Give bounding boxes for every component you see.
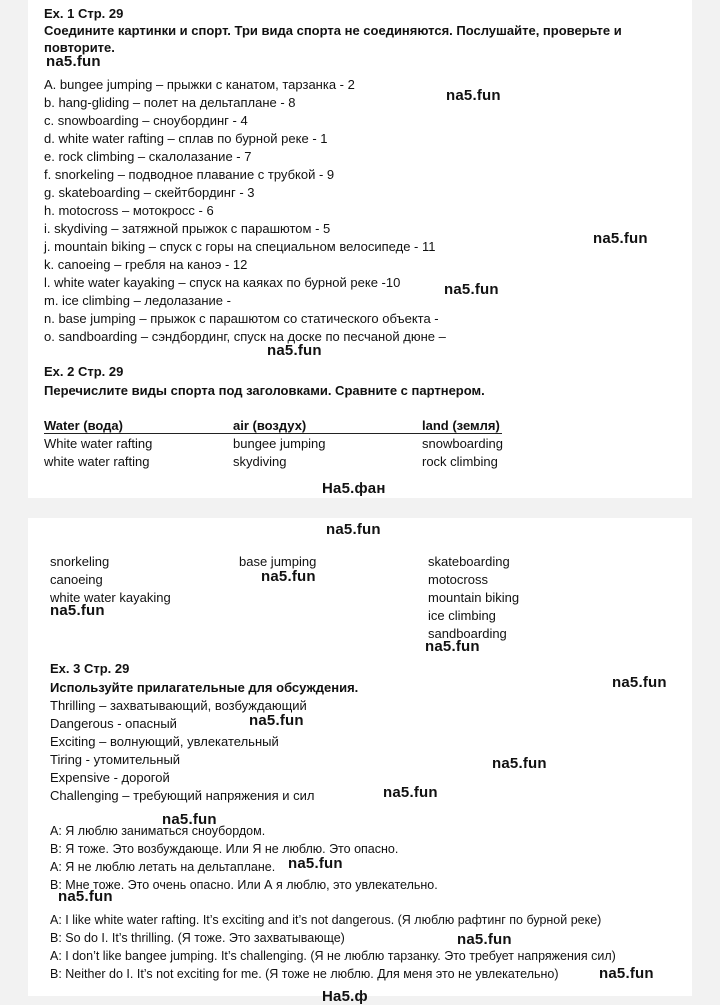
ex3-adjective: Expensive - дорогой bbox=[50, 770, 170, 785]
watermark: na5.fun bbox=[612, 674, 667, 691]
ex2-col-air-header: air (воздух) bbox=[233, 418, 307, 433]
watermark: na5.fun bbox=[593, 230, 648, 247]
ex1-item: h. motocross – мотокросс - 6 bbox=[44, 203, 214, 218]
page-sheet-1 bbox=[28, 0, 692, 498]
ex3-dialogue-en-line: B: So do I. It’s thrilling. (Я тоже. Это захватывающе) bbox=[50, 931, 345, 945]
watermark: na5.fun bbox=[249, 712, 304, 729]
watermark: na5.fun bbox=[267, 342, 322, 359]
ex2-water-item: white water rafting bbox=[44, 454, 150, 469]
ex2-land-item: skateboarding bbox=[428, 554, 510, 569]
ex2-land-item: snowboarding bbox=[422, 436, 503, 451]
ex3-dialogue-ru-line: B: Мне тоже. Это очень опасно. Или А я люблю, это увлекательно. bbox=[50, 878, 438, 892]
ex2-col-land-header: land (земля) bbox=[422, 418, 500, 433]
ex1-item: g. skateboarding – скейтбординг - 3 bbox=[44, 185, 255, 200]
ex2-water-item: white water kayaking bbox=[50, 590, 171, 605]
watermark: na5.fun bbox=[261, 568, 316, 585]
ex1-item: c. snowboarding – сноубординг - 4 bbox=[44, 113, 248, 128]
ex1-item: f. snorkeling – подводное плавание с трубкой - 9 bbox=[44, 167, 335, 182]
ex1-item: o. sandboarding – сэндбординг, спуск на доске по песчаной дюне – bbox=[44, 329, 446, 344]
ex3-adjective: Tiring - утомительный bbox=[50, 752, 181, 767]
ex2-land-item: motocross bbox=[428, 572, 488, 587]
ex3-dialogue-en-line: B: Neither do I. It’s not exciting for me. (Я тоже не люблю. Для меня это не увлекательно) bbox=[50, 967, 559, 981]
ex1-item: m. ice climbing – ледолазание - bbox=[44, 293, 231, 308]
ex3-instruction: Используйте прилагательные для обсуждения. bbox=[50, 680, 359, 695]
ex2-air-item: skydiving bbox=[233, 454, 287, 469]
ex3-header: Ex. 3 Стр. 29 bbox=[50, 661, 130, 676]
ex3-dialogue-en-line: A: I don’t like bangee jumping. It’s challenging. (Я не люблю тарзанку. Это требует напряжения сил) bbox=[50, 949, 616, 963]
ex3-adjective: Challenging – требующий напряжения и сил bbox=[50, 788, 315, 803]
ex1-instruction-line1: Соедините картинки и спорт. Три вида спорта не соединяются. Послушайте, проверьте и bbox=[44, 23, 622, 38]
watermark: na5.fun bbox=[58, 888, 113, 905]
watermark: na5.fun bbox=[457, 931, 512, 948]
ex2-col-water-header: Water (вода) bbox=[44, 418, 123, 433]
watermark: na5.fun bbox=[492, 755, 547, 772]
watermark: На5.ф bbox=[322, 988, 368, 1005]
ex3-dialogue-en-line: A: I like white water rafting. It’s exciting and it’s not dangerous. (Я люблю рафтинг по бурной реке) bbox=[50, 913, 602, 927]
ex2-land-item: ice climbing bbox=[428, 608, 496, 623]
watermark: na5.fun bbox=[599, 965, 654, 982]
ex3-dialogue-ru-line: A: Я не люблю летать на дельтаплане. bbox=[50, 860, 276, 874]
page-sheet-2 bbox=[28, 518, 692, 996]
ex2-air-item: base jumping bbox=[239, 554, 317, 569]
ex2-air-item: bungee jumping bbox=[233, 436, 326, 451]
watermark: na5.fun bbox=[446, 87, 501, 104]
watermark: na5.fun bbox=[326, 521, 381, 538]
ex2-water-item: canoeing bbox=[50, 572, 103, 587]
watermark: na5.fun bbox=[50, 602, 105, 619]
ex2-instruction: Перечислите виды спорта под заголовками. Сравните с партнером. bbox=[44, 383, 485, 398]
ex2-land-item: rock climbing bbox=[422, 454, 498, 469]
ex3-adjective: Dangerous - опасный bbox=[50, 716, 177, 731]
ex1-item: j. mountain biking – спуск с горы на специальном велосипеде - 11 bbox=[44, 239, 436, 254]
ex2-header: Ex. 2 Стр. 29 bbox=[44, 364, 124, 379]
ex1-item: l. white water kayaking – спуск на каяках по бурной реке -10 bbox=[44, 275, 401, 290]
ex1-item: e. rock climbing – скалолазание - 7 bbox=[44, 149, 252, 164]
watermark: na5.fun bbox=[46, 53, 101, 70]
ex2-water-item: White water rafting bbox=[44, 436, 153, 451]
ex2-water-item: snorkeling bbox=[50, 554, 110, 569]
watermark: na5.fun bbox=[288, 855, 343, 872]
ex1-item: d. white water rafting – сплав по бурной реке - 1 bbox=[44, 131, 328, 146]
ex3-adjective: Thrilling – захватывающий, возбуждающий bbox=[50, 698, 307, 713]
ex2-header-rule bbox=[44, 433, 502, 434]
ex3-dialogue-ru-line: A: Я люблю заниматься сноубордом. bbox=[50, 824, 266, 838]
ex1-item: b. hang-gliding – полет на дельтаплане - 8 bbox=[44, 95, 296, 110]
ex1-item: n. base jumping – прыжок с парашютом со статического объекта - bbox=[44, 311, 439, 326]
watermark: na5.fun bbox=[425, 638, 480, 655]
watermark: na5.fun bbox=[162, 811, 217, 828]
ex3-dialogue-ru-line: B: Я тоже. Это возбуждающе. Или Я не люблю. Это опасно. bbox=[50, 842, 399, 856]
ex1-instruction-line2: повторите. bbox=[44, 40, 115, 55]
ex1-item: k. canoeing – гребля на каноэ - 12 bbox=[44, 257, 248, 272]
watermark: На5.фан bbox=[322, 480, 386, 497]
ex3-adjective: Exciting – волнующий, увлекательный bbox=[50, 734, 279, 749]
ex2-land-item: sandboarding bbox=[428, 626, 507, 641]
watermark: na5.fun bbox=[444, 281, 499, 298]
ex2-land-item: mountain biking bbox=[428, 590, 520, 605]
watermark: na5.fun bbox=[383, 784, 438, 801]
ex1-item: A. bungee jumping – прыжки с канатом, тарзанка - 2 bbox=[44, 77, 355, 92]
ex1-header: Ex. 1 Стр. 29 bbox=[44, 6, 124, 21]
ex1-item: i. skydiving – затяжной прыжок с парашютом - 5 bbox=[44, 221, 331, 236]
